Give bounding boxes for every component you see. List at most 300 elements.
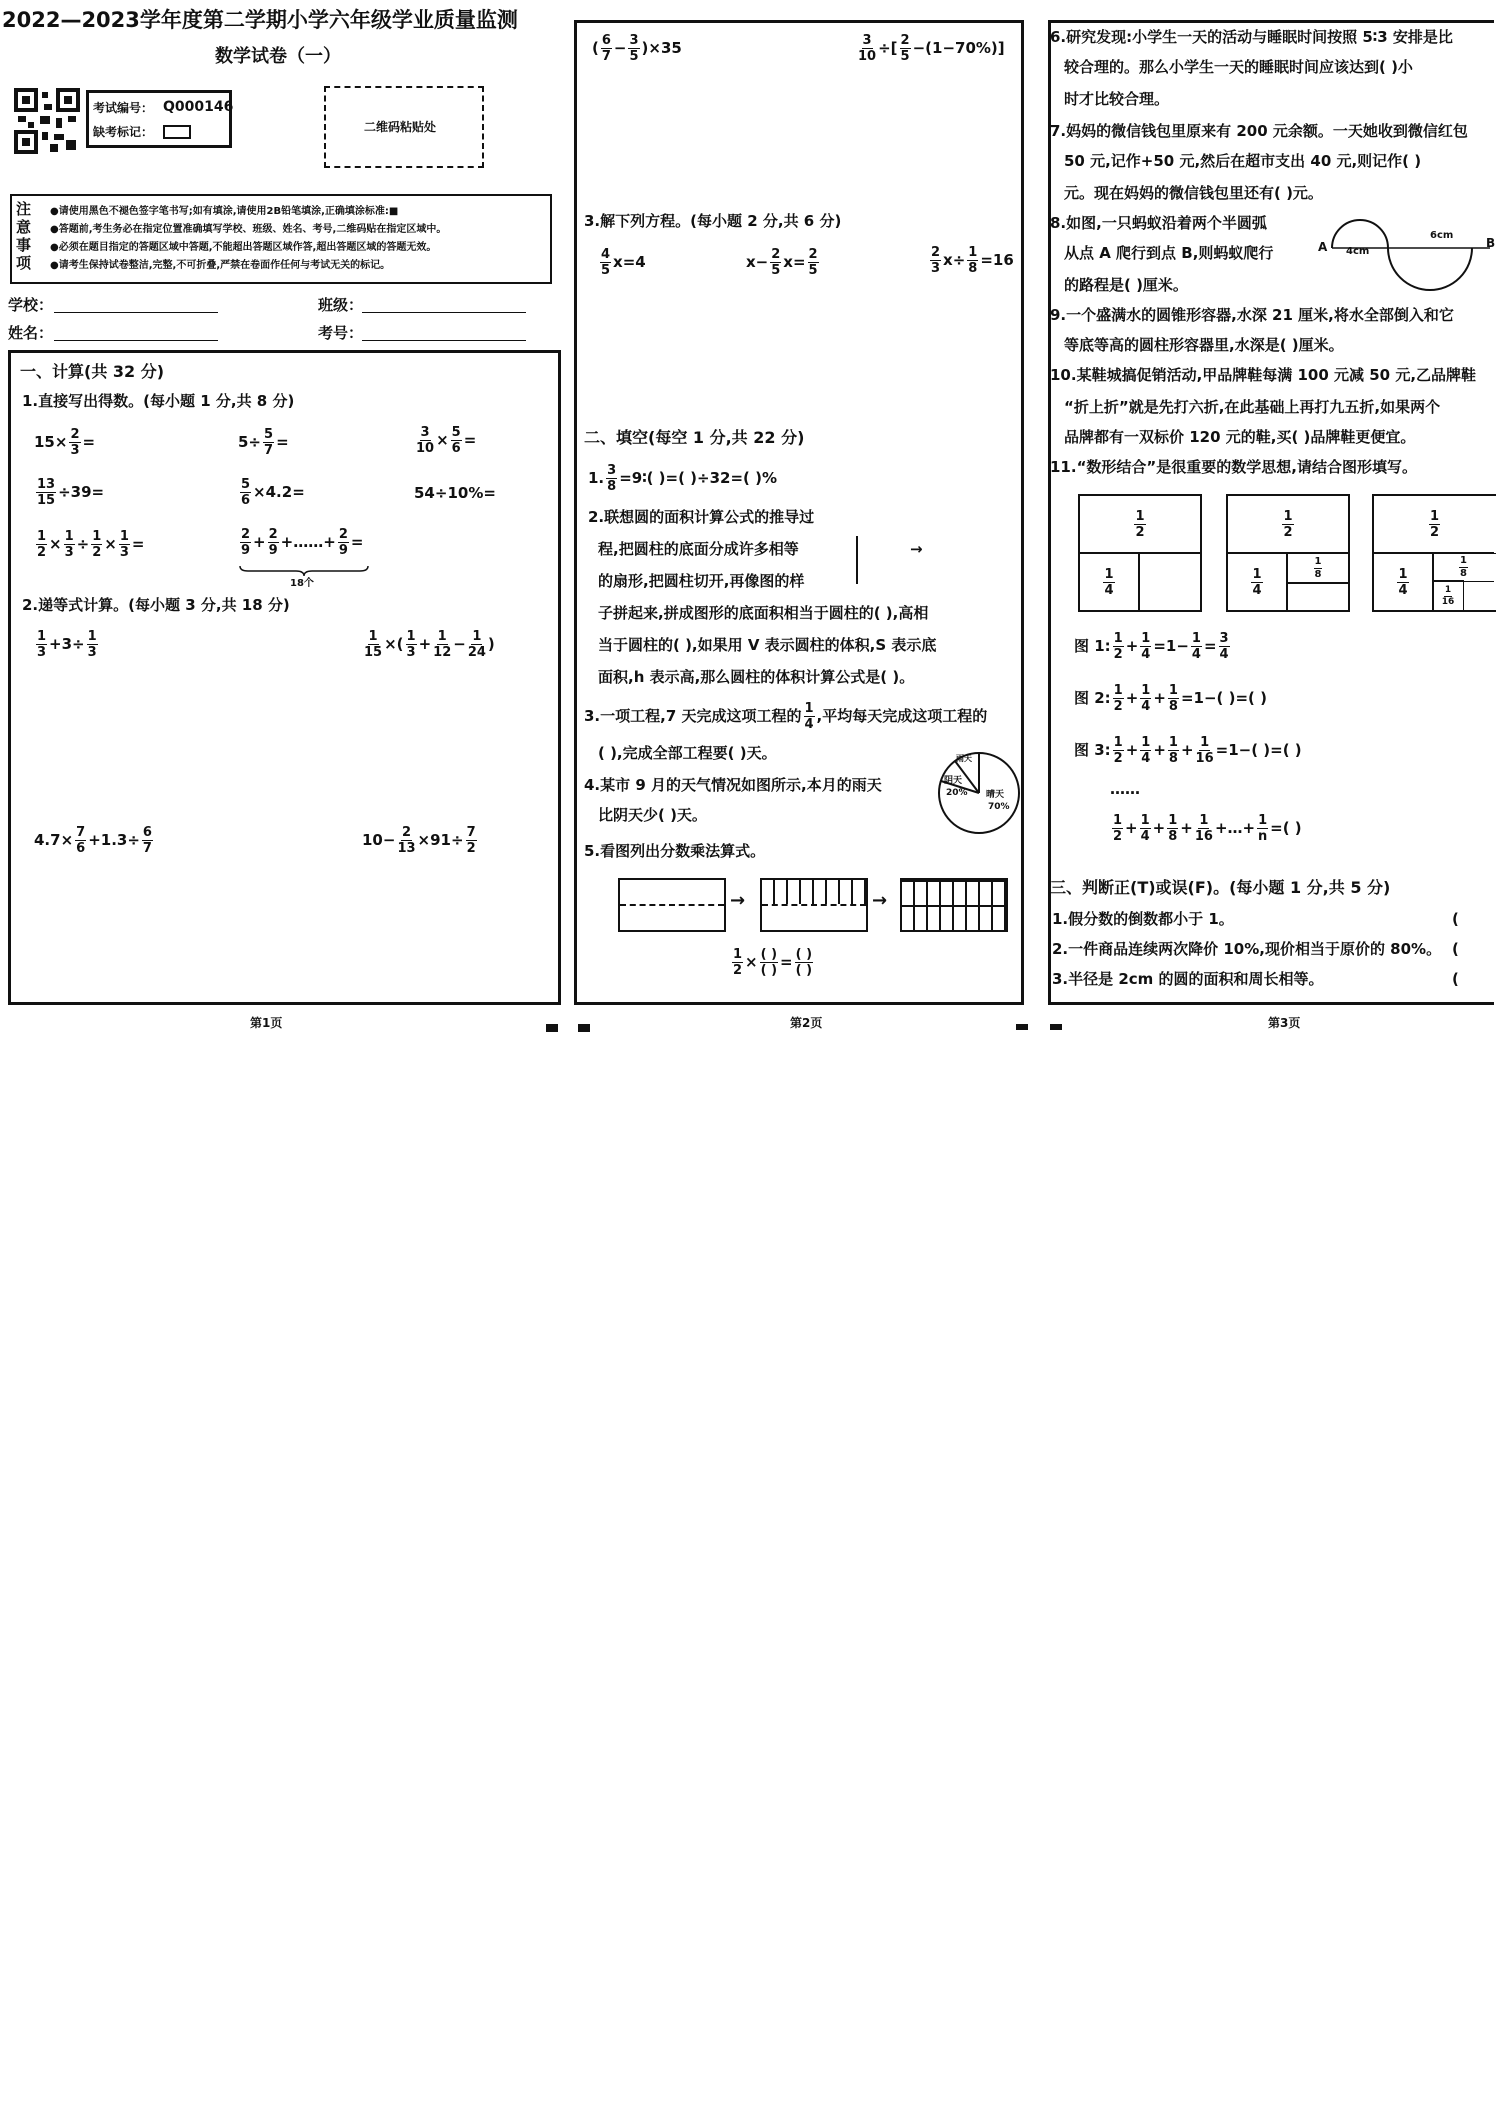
square-figure-2: [1226, 494, 1350, 612]
numerator: 2: [771, 247, 781, 262]
denominator: 16: [1195, 751, 1214, 766]
q1-b-post: =: [276, 433, 289, 451]
q2-title: 2.递等式计算。(每小题 3 分,共 18 分): [22, 596, 290, 614]
denominator: 15: [364, 645, 383, 660]
denominator: 4: [1191, 647, 1201, 662]
fill-2-line: 的扇形,把圆柱切开,再像图的样: [598, 572, 805, 590]
q2-c-pre: 4.7×: [34, 831, 74, 849]
fraction: [433, 630, 451, 659]
fraction: [804, 702, 815, 731]
numerator: 1: [1314, 555, 1322, 567]
numerator: 1: [368, 629, 378, 644]
page2-footer: 第2页: [790, 1016, 823, 1030]
denominator: 7: [264, 443, 274, 458]
denominator: 2: [733, 963, 743, 978]
fraction: [900, 34, 911, 63]
fill-5: 5.看图列出分数乘法算式。: [584, 842, 766, 860]
fraction: [1140, 814, 1151, 843]
denominator: 10: [858, 49, 877, 64]
fraction: [338, 528, 349, 557]
fraction: [416, 426, 434, 455]
numerator: 2: [900, 33, 910, 48]
fraction: [1257, 814, 1268, 843]
numerator: 7: [76, 825, 86, 840]
expr-post: =1−( )=( ): [1180, 689, 1267, 707]
numerator: 2: [241, 527, 251, 542]
fraction: [1103, 568, 1114, 597]
fraction: [1196, 736, 1214, 765]
fraction: [795, 948, 813, 977]
denominator: 16: [1194, 829, 1213, 844]
q1-g-op: ×: [104, 535, 117, 553]
denominator: 4: [1141, 699, 1151, 714]
cell-empty: [1286, 582, 1350, 612]
fill-1: [588, 464, 777, 493]
strip-grid: [902, 880, 1006, 930]
fill-1-pre: 1.: [588, 469, 605, 487]
denominator: 4: [1140, 829, 1150, 844]
denominator: ( ): [795, 963, 813, 978]
denominator: 6: [451, 441, 461, 456]
denominator: 16: [1441, 596, 1455, 607]
q1-g-eq: =: [131, 535, 145, 553]
section3-title: 三、判断正(T)或误(F)。(每小题 1 分,共 5 分): [1050, 878, 1391, 897]
numerator: 1: [1104, 566, 1114, 582]
numerator: 1: [1113, 735, 1123, 750]
exam-number-box: [86, 90, 232, 148]
numerator: 3: [607, 463, 617, 478]
numerator: 2: [268, 527, 278, 542]
q1-c-op: ×: [436, 431, 449, 449]
exam-number-label: 考试编号：: [93, 101, 154, 115]
numerator: 1: [64, 529, 74, 544]
section1-title: 一、计算(共 32 分): [20, 362, 165, 381]
exam-number: Q000146: [163, 99, 234, 115]
fill-5-op: ×: [745, 953, 758, 971]
denominator: n: [1258, 829, 1268, 844]
numerator: 1: [119, 529, 129, 544]
fraction: [240, 478, 251, 507]
answer-paren[interactable]: (: [1452, 910, 1459, 928]
denominator: 5: [601, 263, 611, 278]
answer-paren[interactable]: (: [1452, 970, 1459, 988]
expr-op: +: [1180, 819, 1193, 837]
figure-3-expression: [1074, 736, 1302, 765]
numerator: 5: [264, 427, 274, 442]
q1-a-pre: 15×: [34, 433, 68, 451]
expr-op: =1−: [1153, 637, 1189, 655]
note-item: ●请考生保持试卷整洁,完整,不可折叠,严禁在卷面作任何与考试无关的标记。: [50, 260, 391, 271]
fill-7-line: 50 元,记作+50 元,然后在超市支出 40 元,则记作( ): [1064, 152, 1422, 170]
numerator: 1: [1140, 813, 1150, 828]
cell-half: [1372, 494, 1496, 554]
fraction: [268, 528, 279, 557]
q1-c: [414, 426, 476, 455]
denominator: 3: [119, 545, 129, 560]
numerator: 1: [87, 629, 97, 644]
q1-title: 1.直接写出得数。(每小题 1 分,共 8 分): [22, 392, 295, 410]
numerator: 1: [1199, 813, 1209, 828]
fraction: [91, 530, 102, 559]
cell-half: [1078, 494, 1202, 554]
fraction: [1195, 814, 1213, 843]
fraction: [142, 826, 153, 855]
judge-item: 2.一件商品连续两次降价 10%,现价相当于原价的 80%。: [1052, 940, 1442, 958]
fraction: [628, 34, 639, 63]
denominator: 2: [1283, 524, 1293, 540]
q1-h-count: 18个: [290, 578, 314, 589]
fill-8-line: 的路程是( )厘米。: [1064, 276, 1188, 294]
length-4cm-label: 4cm: [1346, 246, 1370, 257]
school-label: 学校：: [8, 296, 54, 314]
fraction: [1459, 556, 1468, 579]
note-item: ●答题前,考生务必在指定位置准确填写学校、班级、姓名、考号,二维码贴在指定区域中。: [50, 224, 447, 235]
exam-subtitle: 数学试卷（一）: [215, 46, 341, 67]
numerator: 2: [931, 245, 941, 260]
fraction: [601, 34, 612, 63]
fraction: [119, 530, 130, 559]
notes-label-char: 事: [16, 236, 32, 254]
numerator: 1: [1258, 813, 1268, 828]
fraction: [69, 428, 80, 457]
expr-op: +: [1152, 819, 1166, 837]
notes-box: [10, 194, 552, 284]
q2-b-op: −: [453, 635, 466, 653]
denominator: 9: [268, 543, 278, 558]
numerator: 3: [629, 33, 639, 48]
strip-grid: [762, 880, 866, 904]
fill-2-line: 2.联想圆的面积计算公式的推导过: [588, 508, 815, 526]
q3-a: [598, 248, 646, 277]
denominator: 8: [968, 261, 978, 276]
notes-label-char: 意: [16, 218, 32, 236]
q1-b-pre: 5÷: [238, 433, 262, 451]
numerator: 2: [808, 247, 818, 262]
numerator: 13: [37, 477, 56, 492]
ellipsis: ……: [1110, 780, 1140, 798]
denominator: 2: [466, 841, 476, 856]
q3-a-post: x=4: [613, 253, 646, 271]
denominator: 3: [70, 443, 80, 458]
denominator: 8: [1460, 567, 1467, 579]
q1-g-op: ×: [49, 535, 62, 553]
expr-post: =( ): [1270, 819, 1302, 837]
p2-top-a-open: (: [592, 39, 599, 57]
denominator: 8: [1168, 751, 1178, 766]
fill-2-line: 子拼起来,拼成图形的底面积相当于圆柱的( ),高相: [598, 604, 929, 622]
denominator: 4: [804, 717, 814, 732]
denominator: 2: [37, 545, 47, 560]
fraction: [240, 528, 251, 557]
arrow-icon: →: [730, 890, 746, 911]
numerator: 1: [406, 629, 416, 644]
fraction: [364, 630, 382, 659]
denominator: 2: [1113, 699, 1123, 714]
expr-op: +…+: [1214, 819, 1256, 837]
fraction: [1167, 814, 1178, 843]
expr-op: +: [1125, 741, 1139, 759]
numerator: 3: [420, 425, 430, 440]
p2-top-a-op: −: [613, 39, 627, 57]
numerator: 6: [142, 825, 152, 840]
numerator: 1: [1252, 566, 1262, 582]
fill-2-line: 面积,h 表示高,那么圆柱的体积计算公式是( )。: [598, 668, 915, 686]
expr-op: +: [1153, 689, 1166, 707]
q3-b-op: x=: [783, 253, 806, 271]
figure-2-expression: [1074, 684, 1267, 713]
numerator: 1: [37, 629, 47, 644]
fraction: [1113, 632, 1124, 661]
fraction: [466, 826, 477, 855]
q3-c-post: =16: [980, 251, 1014, 269]
q2-d: [362, 826, 479, 855]
expr-eq: =: [1203, 637, 1217, 655]
name-field[interactable]: [54, 340, 218, 341]
p2-top-b: [856, 34, 1005, 63]
class-field[interactable]: [362, 312, 526, 313]
denominator: 12: [433, 645, 452, 660]
denominator: 3: [87, 645, 97, 660]
fraction: [1168, 684, 1179, 713]
numerator: 1: [1283, 508, 1293, 524]
fill-5-eq: =: [780, 953, 793, 971]
fraction: [1113, 684, 1124, 713]
cell-quarter: [1078, 552, 1140, 612]
pie-label-cloudy-pct: 20%: [946, 788, 968, 798]
numerator: 1: [472, 629, 482, 644]
q2-b: [362, 630, 495, 659]
expr-op: +: [1125, 689, 1139, 707]
fill-3-post: ,平均每天完成这项工程的: [816, 707, 988, 725]
denominator: 9: [338, 543, 348, 558]
p2-top-b-op: ÷[: [878, 39, 898, 57]
numerator: 1: [1141, 735, 1151, 750]
exam-number-field-label: 考号：: [318, 324, 364, 342]
fraction: [1113, 736, 1124, 765]
fraction: [858, 34, 876, 63]
denominator: 8: [1168, 829, 1178, 844]
numerator: 1: [1113, 683, 1123, 698]
numerator: 2: [338, 527, 348, 542]
denominator: ( ): [760, 963, 778, 978]
cell-quarter: [1226, 552, 1288, 612]
denominator: 4: [1141, 647, 1151, 662]
figure-n-expression: [1110, 814, 1302, 843]
fraction: [1168, 736, 1179, 765]
q2-d-op: ×91÷: [417, 831, 464, 849]
p2-top-b-post: −(1−70%)]: [912, 39, 1005, 57]
fraction: [967, 246, 978, 275]
strip-divider: [620, 904, 724, 906]
numerator: 1: [1398, 566, 1408, 582]
fold-mark: [1050, 1024, 1062, 1030]
q1-f: 54÷10%=: [414, 484, 496, 502]
expr-label: 图 1:: [1074, 637, 1111, 655]
cylinder-figure: [856, 536, 858, 584]
fraction: [1134, 510, 1145, 539]
cell-empty: [1138, 552, 1202, 612]
numerator: 1: [1141, 631, 1151, 646]
notes-label-char: 注: [16, 200, 32, 218]
p2-top-a-post: )×35: [641, 39, 682, 57]
numerator: 1: [1200, 735, 1210, 750]
fill-2-line: 程,把圆柱的底面分成许多相等: [598, 540, 799, 558]
figure-1-expression: [1074, 632, 1232, 661]
numerator: 5: [451, 425, 461, 440]
denominator: 5: [771, 263, 781, 278]
fraction: [770, 248, 781, 277]
fill-3-pre: 3.一项工程,7 天完成这项工程的: [584, 707, 802, 725]
q1-b: [238, 428, 289, 457]
absent-mark-box[interactable]: [163, 125, 191, 139]
strip-divider: [762, 904, 866, 906]
numerator: 1: [437, 629, 447, 644]
fill-9-line: 等底等高的圆柱形容器里,水深是( )厘米。: [1064, 336, 1344, 354]
denominator: 3: [931, 261, 941, 276]
q1-e: [238, 478, 305, 507]
q1-g-op: ÷: [76, 535, 90, 553]
q1-d: [34, 478, 104, 507]
fold-mark: [546, 1024, 558, 1032]
numerator: 4: [601, 247, 611, 262]
notes-label-char: 项: [16, 254, 32, 272]
strip-figure-3: [900, 878, 1008, 932]
fold-mark: [1016, 1024, 1028, 1030]
fill-8-line: 从点 A 爬行到点 B,则蚂蚁爬行: [1064, 244, 1274, 262]
fraction: [75, 826, 86, 855]
answer-paren[interactable]: (: [1452, 940, 1459, 958]
name-label: 姓名：: [8, 324, 54, 342]
numerator: 1: [92, 529, 102, 544]
school-field[interactable]: [54, 312, 218, 313]
exam-number-field[interactable]: [362, 340, 526, 341]
numerator: 1: [1191, 631, 1201, 646]
absent-label: 缺考标记：: [93, 125, 154, 139]
denominator: 5: [808, 263, 818, 278]
fraction: [1314, 557, 1323, 580]
denominator: 4: [1398, 582, 1408, 598]
fill-3: [584, 702, 987, 731]
fraction: [1219, 632, 1230, 661]
fill-9-line: 9.一个盛满水的圆锥形容器,水深 21 厘米,将水全部倒入和它: [1050, 306, 1454, 324]
q2-c: [34, 826, 155, 855]
q3-title: 3.解下列方程。(每小题 2 分,共 6 分): [584, 212, 842, 230]
fill-3-line2: ( ),完成全部工程要( )天。: [598, 744, 777, 762]
numerator: 1: [1113, 813, 1123, 828]
fraction: [1140, 632, 1151, 661]
note-item: ●必须在题目指定的答题区域中答题,不能超出答题区域作答,超出答题区域的答题无效。: [50, 242, 437, 253]
pie-label-cloudy: 阴天: [944, 776, 963, 786]
expr-op: +: [1125, 637, 1139, 655]
fraction: [760, 948, 778, 977]
q2-b-op: +: [418, 635, 432, 653]
fraction: [263, 428, 274, 457]
q1-d-post: ÷39=: [58, 483, 105, 501]
numerator: 5: [241, 477, 251, 492]
q1-c-post: =: [463, 431, 477, 449]
denominator: 8: [1314, 568, 1322, 580]
cell-half: [1226, 494, 1350, 554]
pie-label-sunny-pct: 70%: [988, 802, 1010, 812]
fill-6-line: 较合理的。那么小学生一天的睡眠时间应该达到( )小: [1064, 58, 1413, 76]
expr-post: =1−( )=( ): [1215, 741, 1302, 759]
denominator: 4: [1141, 751, 1151, 766]
fraction: [1397, 568, 1408, 597]
expr-op: +: [1180, 741, 1194, 759]
qr-code-icon: [14, 88, 80, 154]
class-label: 班级：: [318, 296, 364, 314]
fraction: [36, 530, 47, 559]
q3-b-pre: x−: [746, 253, 769, 271]
fill-6-line: 6.研究发现:小学生一天的活动与睡眠时间按照 5∶3 安排是比: [1050, 28, 1453, 46]
numerator: 3: [862, 33, 872, 48]
denominator: 2: [1113, 647, 1123, 662]
fraction: [406, 630, 417, 659]
denominator: 3: [406, 645, 416, 660]
cell-sixteenth: [1432, 580, 1464, 612]
page1-footer: 第1页: [250, 1016, 283, 1030]
fill-10-line: 品牌都有一双标价 120 元的鞋,买( )品牌鞋更便宜。: [1064, 428, 1416, 446]
q2-d-pre: 10−: [362, 831, 396, 849]
fill-10-line: “折上折”就是先打六折,在此基础上再打九五折,如果两个: [1064, 398, 1441, 416]
expr-label: 图 3:: [1074, 741, 1111, 759]
denominator: 7: [601, 49, 611, 64]
barcode-paste-area[interactable]: [324, 86, 484, 168]
fraction: [1191, 632, 1202, 661]
denominator: 4: [1104, 582, 1114, 598]
fill-10-line: 10.某鞋城搞促销活动,甲品牌鞋每满 100 元减 50 元,乙品牌鞋: [1050, 366, 1477, 384]
fraction: [1112, 814, 1123, 843]
fraction: [732, 948, 743, 977]
q1-h-op: +: [253, 533, 266, 551]
denominator: 2: [92, 545, 102, 560]
fold-mark: [578, 1024, 590, 1032]
denominator: 5: [629, 49, 639, 64]
numerator: ( ): [760, 947, 778, 962]
fraction: [397, 826, 415, 855]
denominator: 4: [1219, 647, 1229, 662]
numerator: 1: [968, 245, 978, 260]
q1-a-post: =: [82, 433, 96, 451]
arrow-icon: →: [910, 540, 923, 558]
fill-7-line: 元。现在妈妈的微信钱包里还有( )元。: [1064, 184, 1323, 202]
fill-11-title: 11.“数形结合”是很重要的数学思想,请结合图形填写。: [1050, 458, 1417, 476]
length-6cm-label: 6cm: [1430, 230, 1454, 241]
numerator: 1: [733, 947, 743, 962]
exam-title: 2022—2023学年度第二学期小学六年级学业质量监测: [2, 8, 518, 32]
denominator: 8: [1168, 699, 1178, 714]
notes-label: [16, 200, 38, 272]
note-item: ●请使用黑色不褪色签字笔书写;如有填涂,请使用2B铅笔填涂,正确填涂标准:■: [50, 206, 399, 217]
fill-8-line: 8.如图,一只蚂蚁沿着两个半圆弧: [1050, 214, 1267, 232]
expr-op: +: [1125, 819, 1138, 837]
fill-7-line: 7.妈妈的微信钱包里原来有 200 元余额。一天她收到微信红包: [1050, 122, 1468, 140]
expr-op: +: [1153, 741, 1166, 759]
numerator: 2: [401, 825, 412, 840]
numerator: 1: [1168, 735, 1178, 750]
q1-e-post: ×4.2=: [253, 483, 305, 501]
fraction: [1442, 586, 1455, 607]
q2-b-close: ): [487, 635, 495, 653]
q2-b-op: ×(: [384, 635, 404, 653]
pie-label-sunny: 晴天: [986, 790, 1005, 800]
denominator: 8: [607, 479, 617, 494]
q1-h-dots: +……+: [280, 533, 336, 551]
denominator: 24: [467, 645, 486, 660]
fill-2-line: 当于圆柱的( ),如果用 V 表示圆柱的体积,S 表示底: [598, 636, 937, 654]
numerator: 7: [466, 825, 476, 840]
cell-eighth: [1432, 552, 1494, 582]
